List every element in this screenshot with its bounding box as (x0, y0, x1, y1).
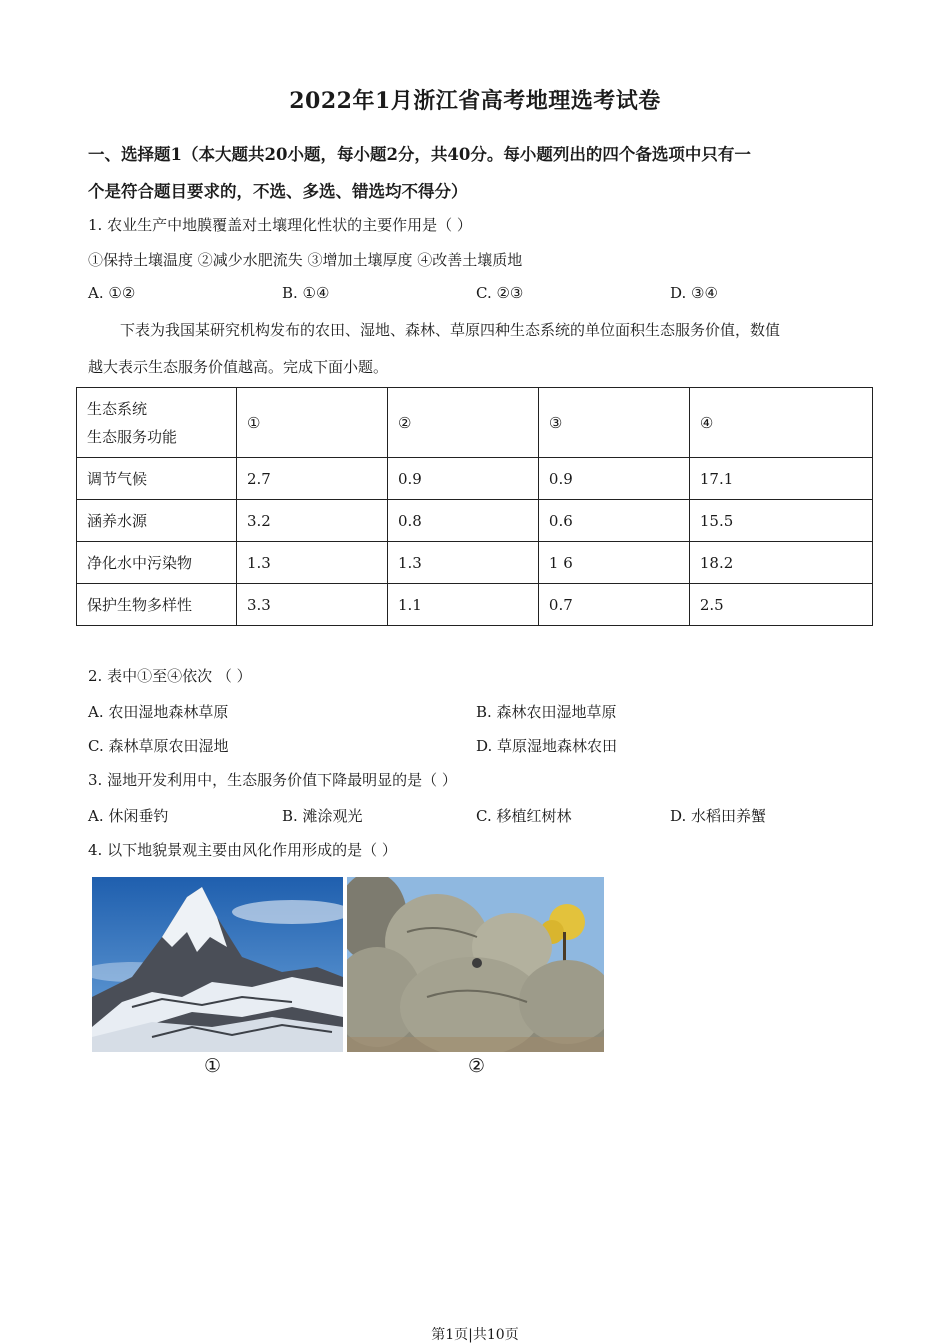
table-header-row (77, 388, 873, 458)
table-header-ecosystem: 生态系统 (87, 399, 148, 418)
question-1-items: ①保持土壤温度 ②减少水肥流失 ③增加土壤厚度 ④改善土壤质地 (88, 251, 523, 269)
table-cell: 0.8 (387, 500, 538, 542)
question-2-stem: 2. 表中①至④依次 （ ） (88, 667, 252, 685)
page-footer: 第1页|共10页 (431, 1327, 519, 1343)
table-row-label: 调节气候 (77, 458, 237, 500)
table-cell: 18.2 (689, 542, 872, 584)
table-cell: 0.9 (538, 458, 689, 500)
question-4-stem: 4. 以下地貌景观主要由风化作用形成的是（ ） (88, 841, 397, 859)
table-row (77, 542, 873, 584)
table-cell: 1.3 (237, 542, 388, 584)
table-header-label (77, 388, 237, 458)
table-cell: 15.5 (689, 500, 872, 542)
table-row-label: 保护生物多样性 (77, 584, 237, 626)
table-row (77, 500, 873, 542)
table-column-2: ② (387, 388, 538, 458)
table-cell: 3.2 (237, 500, 388, 542)
table-cell: 1.1 (387, 584, 538, 626)
table-column-1: ① (237, 388, 388, 458)
question-1-option-a: A. ①② (88, 284, 136, 302)
table-column-3: ③ (538, 388, 689, 458)
question-3-option-a: A. 休闲垂钓 (88, 807, 169, 825)
table-header-function: 生态服务功能 (87, 427, 178, 446)
intro-line-2: 越大表示生态服务价值越高。完成下面小题。 (88, 358, 389, 376)
ecosystem-value-table (76, 387, 873, 626)
question-1-stem: 1. 农业生产中地膜覆盖对土壤理化性状的主要作用是（ ） (88, 216, 472, 234)
intro-line-1: 下表为我国某研究机构发布的农田、湿地、森林、草原四种生态系统的单位面积生态服务价值，数值 (120, 321, 781, 339)
mountain-peak-image (92, 877, 343, 1052)
table-column-4: ④ (689, 388, 872, 458)
question-2-option-b: B. 森林农田湿地草原 (476, 703, 617, 721)
question-1-option-d: D. ③④ (670, 284, 718, 302)
section-heading-line-2: 个是符合题目要求的，不选、多选、错选均不得分） (88, 182, 468, 201)
table-cell: 1.3 (387, 542, 538, 584)
question-3-option-c: C. 移植红树林 (476, 807, 572, 825)
section-heading-line-1: 一、选择题1（本大题共20小题，每小题2分，共40分。每小题列出的四个备选项中只有一 (88, 145, 751, 164)
question-1-option-c: C. ②③ (476, 284, 524, 302)
photo-1-caption: ① (204, 1055, 222, 1077)
table-cell: 0.9 (387, 458, 538, 500)
question-1-option-b: B. ①④ (282, 284, 330, 302)
question-3-option-b: B. 滩涂观光 (282, 807, 363, 825)
question-3-option-d: D. 水稻田养蟹 (670, 807, 767, 825)
table-row (77, 584, 873, 626)
table-cell: 0.7 (538, 584, 689, 626)
table-row-label: 净化水中污染物 (77, 542, 237, 584)
question-2-option-d: D. 草原湿地森林农田 (476, 737, 618, 755)
table-row-label: 涵养水源 (77, 500, 237, 542)
table-row (77, 458, 873, 500)
mountain-peak-photo (92, 877, 343, 1052)
table-cell: 3.3 (237, 584, 388, 626)
table-cell: 2.7 (237, 458, 388, 500)
question-2-option-a: A. 农田湿地森林草原 (88, 703, 229, 721)
boulders-image (347, 877, 604, 1052)
page-title: 2022年1月浙江省高考地理选考试卷 (289, 88, 661, 114)
question-3-stem: 3. 湿地开发利用中，生态服务价值下降最明显的是（ ） (88, 771, 457, 789)
table-cell: 2.5 (689, 584, 872, 626)
boulders-photo (347, 877, 604, 1052)
question-2-option-c: C. 森林草原农田湿地 (88, 737, 229, 755)
table-cell: 17.1 (689, 458, 872, 500)
table-cell: 0.6 (538, 500, 689, 542)
photo-2-caption: ② (468, 1055, 486, 1077)
table-cell: 1 6 (538, 542, 689, 584)
